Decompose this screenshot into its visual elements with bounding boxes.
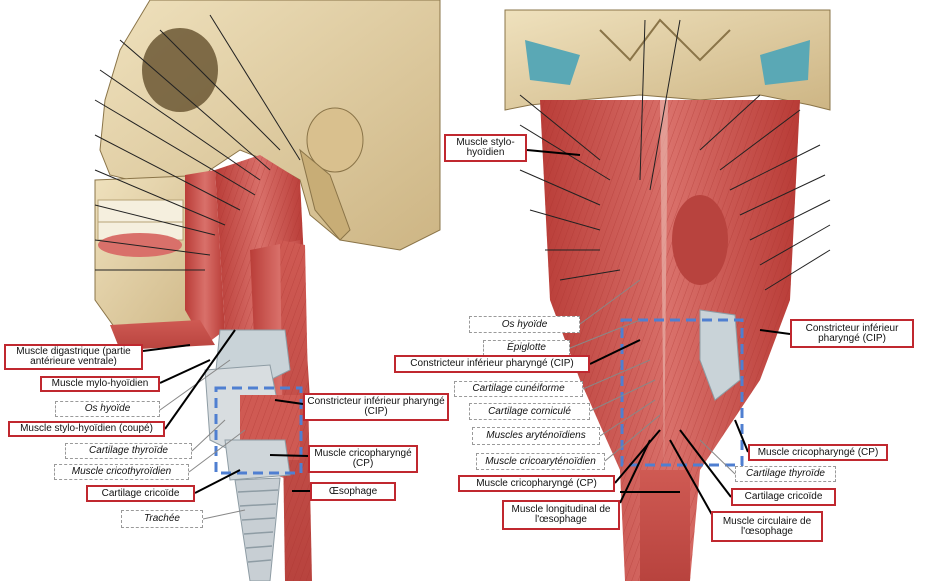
label-stylohyoid-right: Muscle stylo-hyoïdien [444,134,527,162]
label-cricoarytenoid-muscle: Muscle cricoaryténoïdien [476,453,605,470]
label-cricopharyngeus-center: Muscle cricopharyngé (CP) [458,475,615,492]
label-epiglottis: Épiglotte [483,340,570,356]
label-hyoid-bone-right: Os hyoïde [469,316,580,333]
right-skull-base [505,10,830,110]
label-mylohyoid-muscle: Muscle mylo-hyoïdien [40,376,160,392]
tongue-lips [98,233,182,257]
label-digastric-muscle: Muscle digastrique (partie antérieure ventrale) [4,344,143,370]
label-cricopharyngeus-left: Muscle cricopharyngé (CP) [308,445,418,473]
tonsil-shape [672,195,728,285]
label-corniculate-cartilage: Cartilage corniculé [469,403,590,420]
label-cricoid-cartilage-right: Cartilage cricoïde [731,488,836,506]
label-inferior-constrictor-right: Constricteur inférieur pharyngé (CIP) [790,319,914,348]
label-cricopharyngeus-right: Muscle cricopharyngé (CP) [748,444,888,461]
label-hyoid-bone-left: Os hyoïde [55,401,160,417]
label-longitudinal-esophagus: Muscle longitudinal de l'œsophage [502,500,620,530]
label-inferior-constrictor-center: Constricteur inférieur pharyngé (CIP) [394,355,590,373]
label-inferior-constrictor-left: Constricteur inférieur pharyngé (CIP) [303,393,449,421]
label-trachea: Trachée [121,510,203,528]
label-thyroid-cartilage-left: Cartilage thyroïde [65,443,192,459]
orbit-shape [142,28,218,112]
label-cuneiform-cartilage: Cartilage cunéiforme [454,381,583,397]
label-cricothyroid-muscle: Muscle cricothyroïdien [54,464,189,480]
label-cricoid-cartilage-left: Cartilage cricoïde [86,485,195,502]
label-thyroid-cartilage-right: Cartilage thyroïde [735,466,836,482]
label-circular-esophagus: Muscle circulaire de l'œsophage [711,511,823,542]
label-esophagus: Œsophage [310,482,396,501]
label-stylohyoid-cut: Muscle stylo-hyoïdien (coupé) [8,421,165,437]
label-arytenoid-muscles: Muscles aryténoïdiens [472,427,600,445]
trachea-shape [235,478,280,581]
esophagus-right [640,470,690,581]
